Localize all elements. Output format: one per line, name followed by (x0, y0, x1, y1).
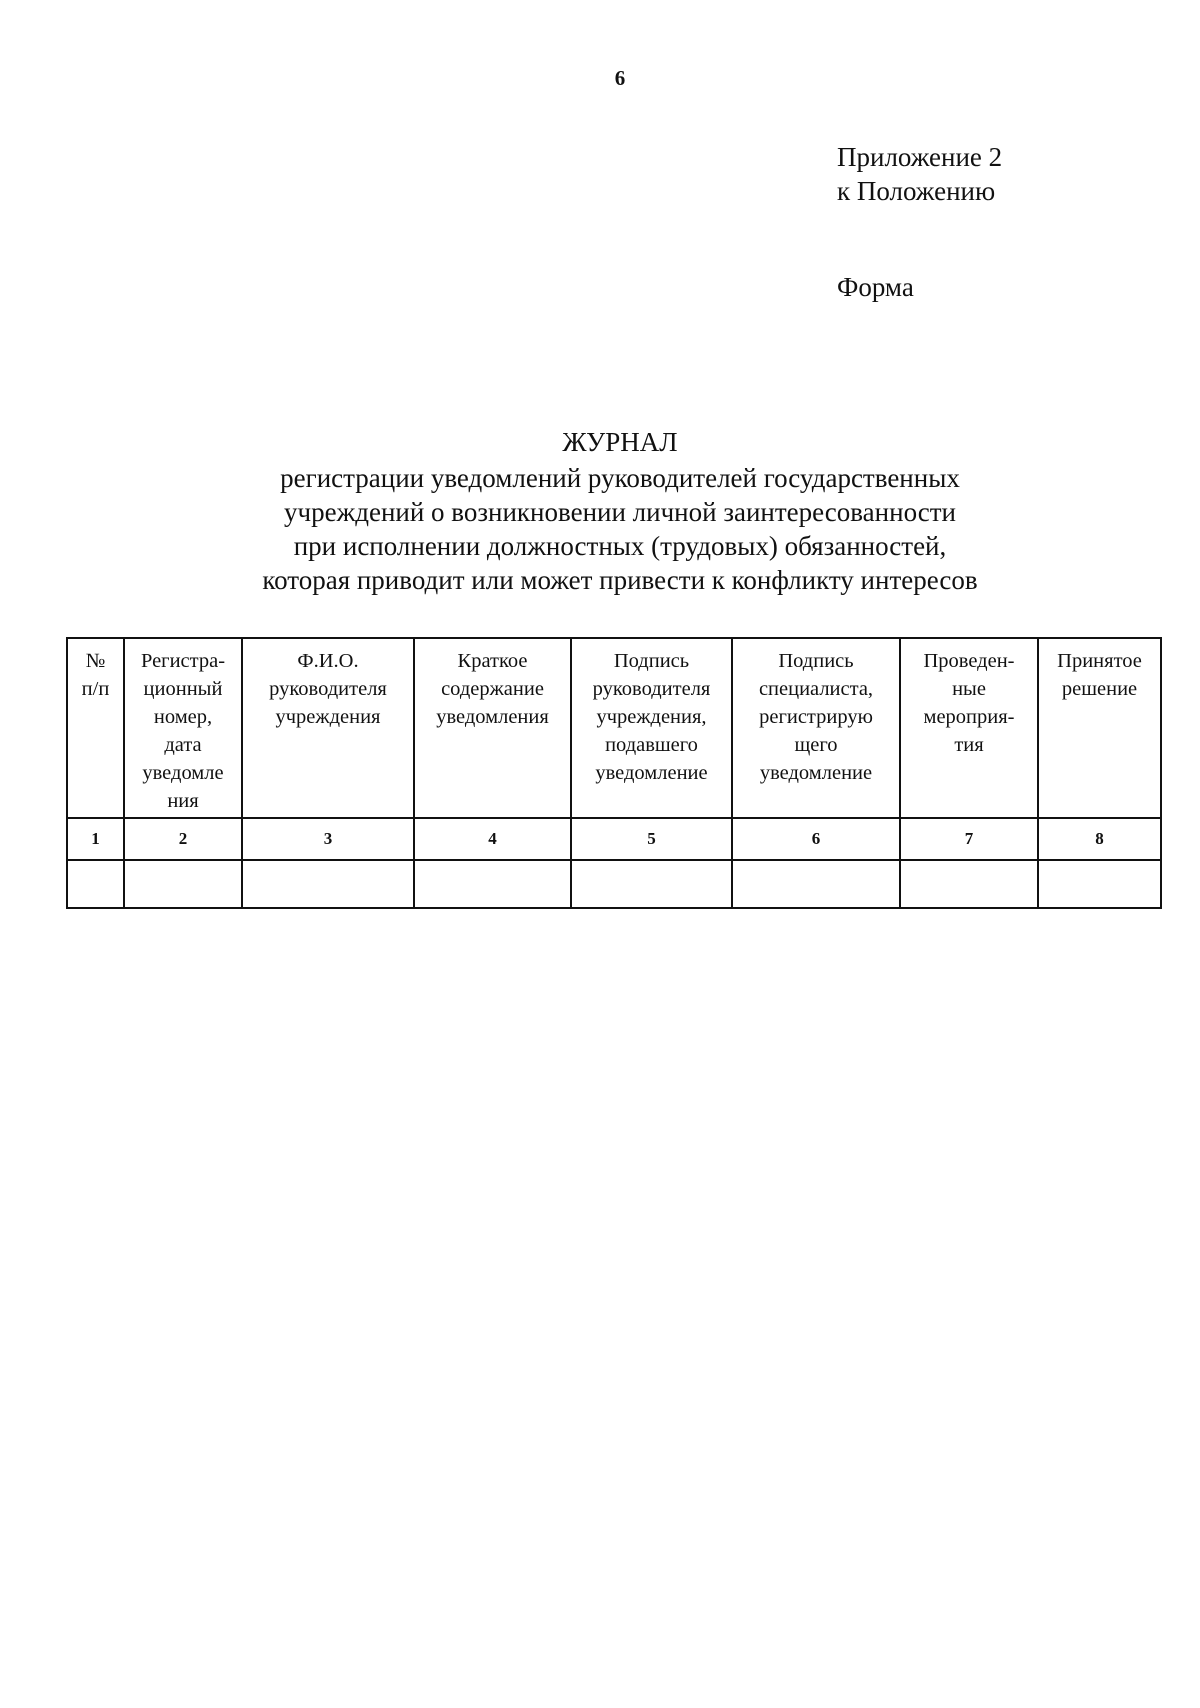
table-cell (67, 860, 124, 908)
column-number: 5 (571, 818, 732, 860)
appendix-reference (837, 140, 1002, 208)
journal-subtitle (0, 461, 1200, 597)
column-header-head-signature: Подпись руководителя учреждения, подавшего уведомление (571, 638, 732, 818)
table-cell (900, 860, 1038, 908)
journal-title: ЖУРНАЛ (562, 427, 678, 457)
journal-subtitle-line: которая приводит или может привести к конфликту интересов (262, 565, 978, 595)
appendix-line-1: Приложение 2 (837, 142, 1003, 172)
column-number: 4 (414, 818, 571, 860)
column-header-number: № п/п (67, 638, 124, 818)
column-number: 1 (67, 818, 124, 860)
column-number: 6 (732, 818, 900, 860)
column-number: 3 (242, 818, 414, 860)
journal-subtitle-line: учреждений о возникновении личной заинтересованности (284, 497, 956, 527)
appendix-line-2: к Положению (837, 176, 996, 206)
column-number: 7 (900, 818, 1038, 860)
table-cell (732, 860, 900, 908)
table-cell (242, 860, 414, 908)
page-number: 6 (614, 66, 626, 90)
form-label: Форма (837, 272, 914, 302)
column-header-measures: Проведен- ные мероприя- тия (900, 638, 1038, 818)
column-number: 8 (1038, 818, 1161, 860)
table-header-row (67, 638, 1161, 818)
register-table (66, 637, 1162, 909)
column-number-row (67, 818, 1161, 860)
journal-subtitle-line: регистрации уведомлений руководителей государственных (280, 463, 960, 493)
column-header-registration: Регистра- ционный номер, дата уведомле ния (124, 638, 242, 818)
journal-subtitle-line: при исполнении должностных (трудовых) обязанностей, (293, 531, 947, 561)
column-header-decision: Принятое решение (1038, 638, 1161, 818)
column-header-specialist-signature: Подпись специалиста, регистрирую щего уведомление (732, 638, 900, 818)
table-cell (414, 860, 571, 908)
table-cell (571, 860, 732, 908)
column-header-summary: Краткое содержание уведомления (414, 638, 571, 818)
table-cell (124, 860, 242, 908)
table-row (67, 860, 1161, 908)
column-number: 2 (124, 818, 242, 860)
column-header-full-name: Ф.И.О. руководителя учреждения (242, 638, 414, 818)
table-cell (1038, 860, 1161, 908)
